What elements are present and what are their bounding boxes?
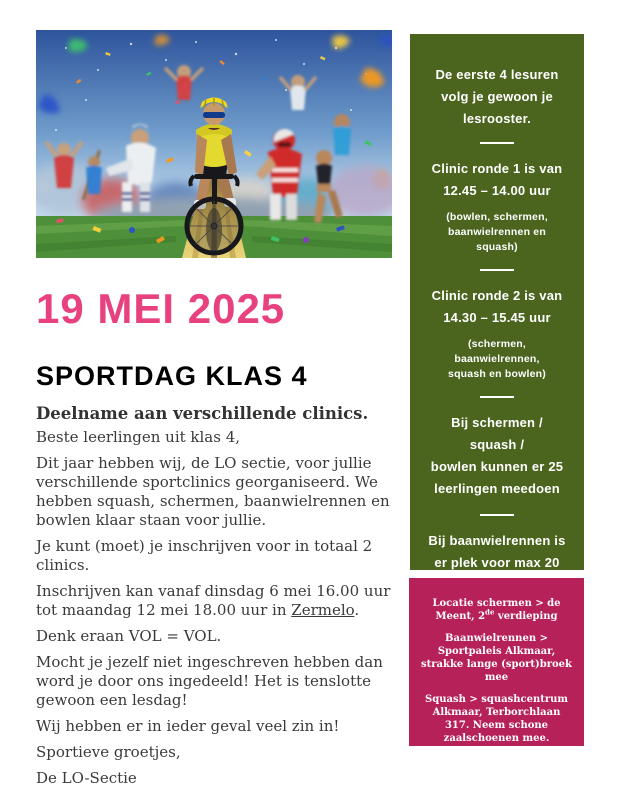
clinic-round-1-sports: (bowlen, schermen, baanwielrennen en squash) bbox=[446, 211, 548, 253]
subtitle: Deelname aan verschillende clinics. bbox=[36, 404, 369, 423]
date-title: 19 MEI 2025 bbox=[36, 285, 286, 332]
page-title: SPORTDAG KLAS 4 bbox=[36, 361, 308, 391]
sports-collage-graphic bbox=[36, 30, 392, 258]
main-content bbox=[36, 285, 398, 795]
schedule-panel bbox=[410, 34, 584, 570]
zermelo-link[interactable]: Zermelo bbox=[291, 601, 355, 619]
schedule-intro: De eerste 4 lesuren volg je gewoon je lesrooster. bbox=[435, 67, 559, 126]
paragraph-closing: Sportieve groetjes, bbox=[36, 743, 181, 761]
paragraph-excited: Wij hebben er in ieder geval veel zin in! bbox=[36, 717, 340, 735]
section-divider bbox=[480, 396, 514, 398]
signup-text-prefix: Inschrijven kan vanaf dinsdag 6 mei 16.00 uur tot maandag 12 mei 18.00 uur in bbox=[36, 582, 391, 619]
locations-panel bbox=[409, 578, 584, 792]
capacity-note-20: Bij baanwielrennen is er plek voor max 20 bbox=[428, 533, 566, 570]
section-divider bbox=[480, 514, 514, 516]
section-divider bbox=[480, 269, 514, 271]
clinic-round-1: Clinic ronde 1 is van 12.45 – 14.00 uur (bowlen, schermen, baanwielrennen en squash) bbox=[426, 158, 568, 255]
paragraph-vol: Denk eraan VOL = VOL. bbox=[36, 627, 222, 645]
ordinal-superscript: de bbox=[485, 607, 495, 617]
capacity-note-25: Bij schermen / squash / bowlen kunnen er 25 leerlingen meedoen bbox=[430, 415, 564, 496]
paragraph-greeting: Beste leerlingen uit klas 4, bbox=[36, 428, 241, 446]
paragraph-signature: De LO-Sectie bbox=[36, 769, 137, 787]
clinic-round-2: Clinic ronde 2 is van 14.30 – 15.45 uur (schermen, baanwielrennen, squash en bowlen) bbox=[426, 285, 568, 382]
location-track-cycling: Baanwielrennen > Sportpaleis Alkmaar, strakke lange (sport)broek mee bbox=[421, 633, 572, 683]
location-bowling: Bowlen > kegel centrum Victorie plaza, Terborchlaan 325 bbox=[427, 755, 566, 792]
clinic-round-2-sports: (schermen, baanwielrennen, squash en bowlen) bbox=[448, 338, 546, 380]
signup-text-suffix: . bbox=[354, 601, 360, 619]
paragraph-assigned: Mocht je jezelf niet ingeschreven hebben dan word je door ons ingedeeld! Het is tenslotte gewoon een lesdag! bbox=[36, 653, 383, 709]
section-divider bbox=[480, 142, 514, 144]
hero-sports-collage-image bbox=[36, 30, 392, 258]
paragraph-signup bbox=[36, 582, 398, 620]
paragraph-intro: Dit jaar hebben wij, de LO sectie, voor jullie verschillende sportclinics georganiseerd. We hebben squash, schermen, baanwielrennen en bowlen klaar staan voor jullie. bbox=[36, 454, 390, 529]
paragraph-choose: Je kunt (moet) je inschrijven voor in totaal 2 clinics. bbox=[36, 537, 373, 574]
location-squash: Squash > squashcentrum Alkmaar, Terborchlaan 317. Neem schone zaalschoenen mee. bbox=[425, 694, 568, 744]
location-fencing: Locatie schermen > de Meent, 2de verdieping bbox=[432, 598, 561, 622]
